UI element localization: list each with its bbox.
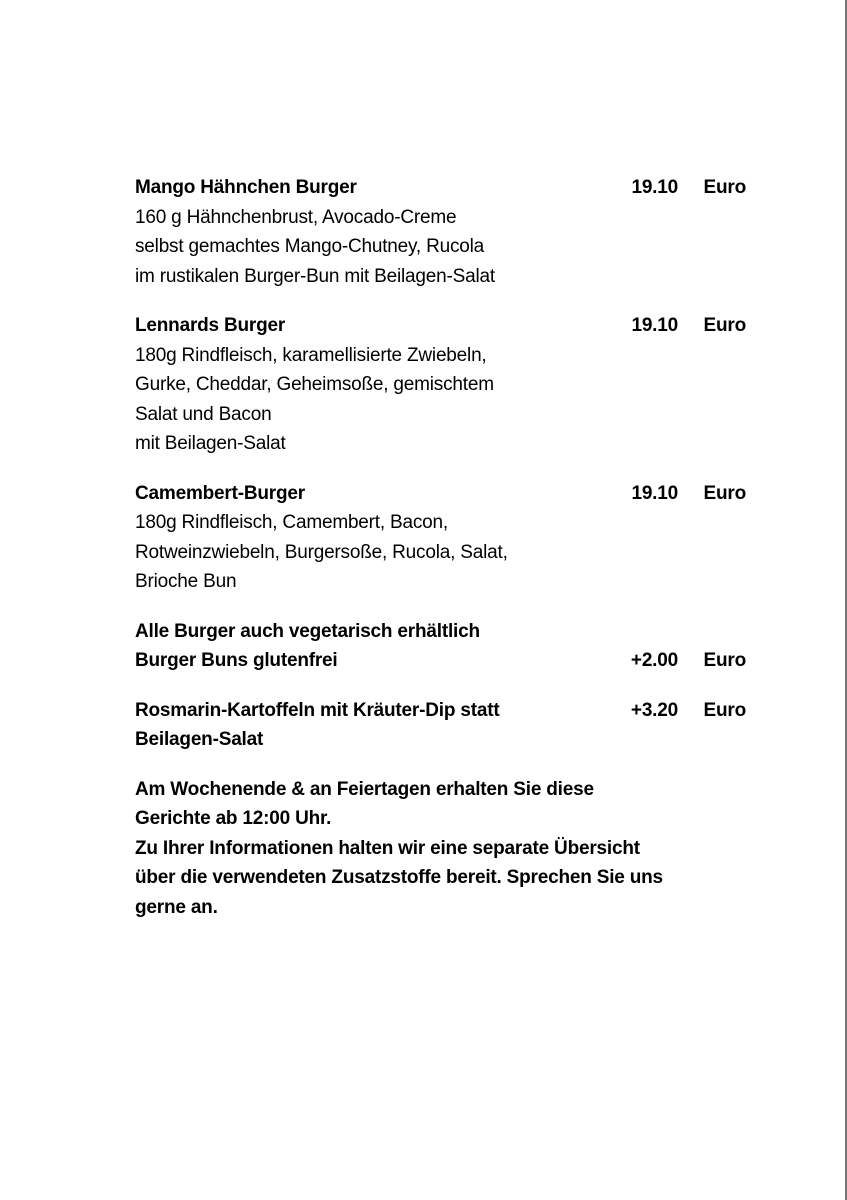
menu-item-lennards-burger bbox=[135, 311, 746, 459]
menu-item-header bbox=[135, 173, 746, 203]
menu-item-currency: Euro bbox=[703, 482, 746, 504]
menu-item-name: Mango Hähnchen Burger bbox=[135, 177, 357, 198]
extra-name-line: Beilagen-Salat bbox=[135, 729, 264, 750]
extra-burger-buns-glutenfrei bbox=[135, 646, 746, 676]
menu-item-description-line: Gurke, Cheddar, Geheimsoße, gemischtem bbox=[135, 374, 494, 395]
footnote-line: Zu Ihrer Informationen halten wir eine separate Übersicht bbox=[135, 837, 640, 859]
footnote-additives-info bbox=[135, 834, 746, 923]
menu-item-description-line: Brioche Bun bbox=[135, 571, 237, 592]
menu-item-mango-haehnchen-burger bbox=[135, 173, 746, 291]
extra-name bbox=[135, 696, 606, 755]
extra-name bbox=[135, 646, 606, 676]
menu-item-description-line: Rotweinzwiebeln, Burgersoße, Rucola, Salat, bbox=[135, 541, 508, 563]
extra-price: +3.20 bbox=[630, 699, 678, 721]
footnote-line: über die verwendeten Zusatzstoffe bereit. Sprechen Sie uns bbox=[135, 867, 663, 888]
menu-item-description-line: mit Beilagen-Salat bbox=[135, 433, 286, 454]
extra-currency: Euro bbox=[703, 650, 746, 671]
menu-item-description-line: 180g Rindfleisch, karamellisierte Zwiebeln, bbox=[135, 344, 487, 366]
extra-row bbox=[135, 696, 746, 755]
footnote-weekend-hours bbox=[135, 775, 746, 834]
menu-content bbox=[135, 173, 746, 922]
extra-price: +2.00 bbox=[630, 650, 678, 671]
extra-row bbox=[135, 646, 746, 676]
menu-item-name: Camembert-Burger bbox=[135, 482, 305, 504]
menu-item-description-line: Salat und Bacon bbox=[135, 403, 272, 425]
menu-item-description bbox=[135, 341, 746, 459]
menu-item-price: 19.10 bbox=[631, 177, 678, 198]
menu-item-description-line: 180g Rindfleisch, Camembert, Bacon, bbox=[135, 512, 448, 533]
extra-name-line: Rosmarin-Kartoffeln mit Kräuter-Dip statt bbox=[135, 699, 500, 721]
menu-item-description-line: selbst gemachtes Mango-Chutney, Rucola bbox=[135, 236, 485, 257]
menu-item-header bbox=[135, 479, 746, 509]
menu-item-description-line: im rustikalen Burger-Bun mit Beilagen-Salat bbox=[135, 265, 495, 287]
footnote-line: Gerichte ab 12:00 Uhr. bbox=[135, 808, 332, 829]
menu-item-description-line: 160 g Hähnchenbrust, Avocado-Creme bbox=[135, 206, 457, 228]
extra-rosmarin-kartoffeln bbox=[135, 696, 746, 755]
menu-item-camembert-burger bbox=[135, 479, 746, 597]
footnote-line: gerne an. bbox=[135, 896, 218, 918]
extra-name-line: Burger Buns glutenfrei bbox=[135, 650, 338, 671]
menu-item-header bbox=[135, 311, 746, 341]
extra-currency: Euro bbox=[703, 699, 746, 721]
menu-item-name: Lennards Burger bbox=[135, 315, 286, 336]
menu-item-price: 19.10 bbox=[631, 315, 678, 336]
menu-item-price: 19.10 bbox=[631, 482, 678, 504]
menu-item-currency: Euro bbox=[703, 315, 746, 336]
menu-item-description bbox=[135, 203, 746, 292]
footnote-line: Am Wochenende & an Feiertagen erhalten Sie diese bbox=[135, 778, 594, 800]
vegetarian-note: Alle Burger auch vegetarisch erhältlich bbox=[135, 620, 480, 642]
menu-item-description bbox=[135, 508, 746, 597]
menu-item-currency: Euro bbox=[703, 177, 746, 198]
